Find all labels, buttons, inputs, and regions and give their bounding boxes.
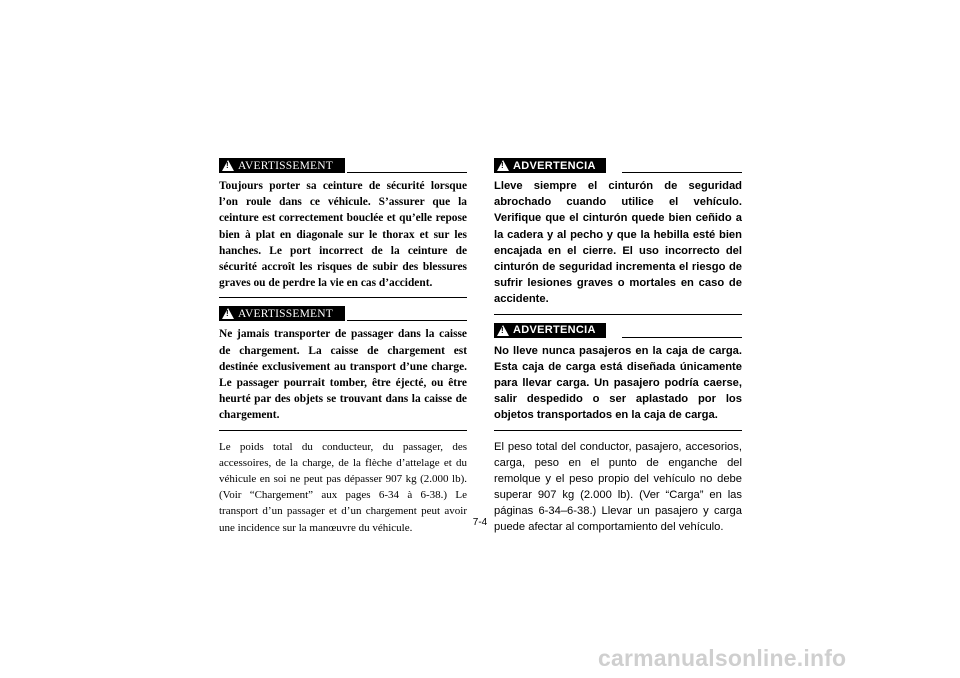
- warning-triangle-icon: [222, 308, 234, 319]
- warning-badge: [219, 158, 345, 173]
- warning-end-rule: [219, 297, 467, 298]
- page-number: 7-4: [472, 517, 488, 528]
- warning-triangle-icon: [497, 160, 509, 171]
- warning-badge: [494, 158, 606, 173]
- body-paragraph: Le poids total du conducteur, du passager, des accessoires, de la charge, de la flèche d’attelage et du véhicule en soi ne peut pas dépasser 907 kg (2.000 lb). (Voir “Chargement” aux pages 6-34 à 6-38.) Le transport d’un passager et d’un chargement peut avoir une incidence sur la manœuvre du véhicule.: [219, 440, 467, 534]
- header-rule: [622, 172, 742, 173]
- warning-badge: [219, 306, 345, 321]
- warning-text: Ne jamais transporter de passager dans la caisse de chargement. La caisse de chargement est destinée exclusivement au transport d’une charge. Le passager pourrait tomber, être éjecté, ou être heurté par des objets se trouvant dans la caisse de chargement.: [219, 328, 467, 422]
- warning-end-rule: [494, 314, 742, 315]
- header-rule: [622, 337, 742, 338]
- warning-badge: [494, 323, 606, 338]
- warning-text: Toujours porter sa ceinture de sécurité lorsque l’on roule dans ce véhicule. S’assurer que la ceinture est correctement bouclée et qu’elle repose bien à plat en diagonale sur le thorax et sur les hanches. Le port incorrect de la ceinture de sécurité accroît les risques de subir des blessures graves ou de perdre la vie en cas d’accident.: [219, 180, 467, 290]
- body-paragraph: El peso total del conductor, pasajero, accesorios, carga, peso en el punto de enganche del remolque y el peso propio del vehículo no debe superar 907 kg (2.000 lb). (Ver “Carga” en las páginas 6-34–6-38.) Llevar un pasajero y carga puede afectar al comportamiento del vehículo.: [494, 440, 742, 533]
- warning-header: [219, 158, 467, 174]
- site-watermark: carmanualsonline.info: [598, 645, 847, 671]
- warning-text: No lleve nunca pasajeros en la caja de carga. Esta caja de carga está diseñada únicamente para llevar carga. Un pasajero podría caerse, salir despedido o ser aplastado por los objetos transportados en la caja de carga.: [494, 344, 742, 422]
- warning-label: AVERTISSEMENT: [238, 159, 333, 172]
- header-rule: [347, 320, 467, 321]
- warning-triangle-icon: [497, 325, 509, 336]
- warning-triangle-icon: [222, 160, 234, 171]
- warning-end-rule: [494, 430, 742, 431]
- warning-header: [219, 306, 467, 322]
- warning-header: [494, 323, 742, 339]
- french-column: [219, 158, 467, 536]
- header-rule: [347, 172, 467, 173]
- warning-label: ADVERTENCIA: [513, 324, 596, 337]
- warning-text: Lleve siempre el cinturón de seguridad abrochado cuando utilice el vehículo. Verifique que el cinturón quede bien ceñido a la cadera y al pecho y que la hebilla esté bien encajada en el cierre. El uso incorrecto del cinturón de seguridad incrementa el riesgo de sufrir lesiones graves o mortales en caso de accidente.: [494, 180, 742, 306]
- spanish-column: [494, 158, 742, 535]
- warning-label: AVERTISSEMENT: [238, 307, 333, 320]
- warning-end-rule: [219, 430, 467, 431]
- warning-header: [494, 158, 742, 174]
- warning-label: ADVERTENCIA: [513, 159, 596, 172]
